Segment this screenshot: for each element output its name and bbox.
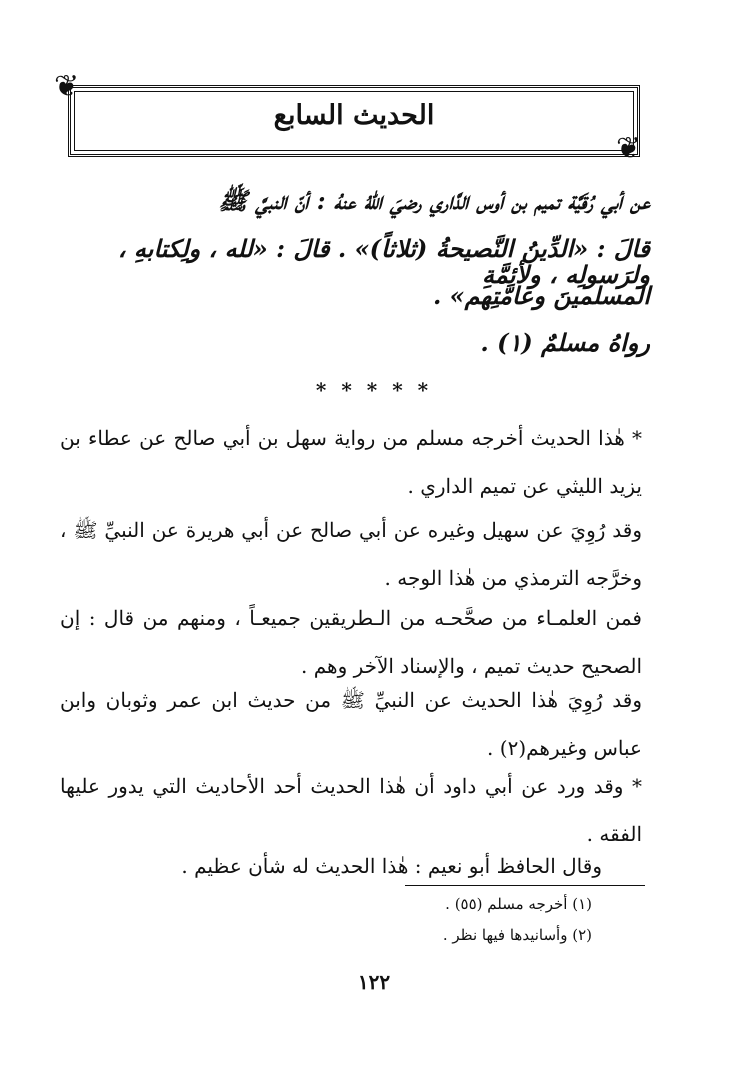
footnote-divider: [405, 885, 645, 886]
footnote-2: (٢) وأسانيدها فيها نظر .: [442, 926, 592, 944]
hadith-line-2: قالَ : «الدِّينُ النَّصيحةُ (ثلاثاً)» . قالَ : «لله ، ولِكتابهِ ، ولرَسولِه ، ولأئمَّةِ: [117, 234, 650, 289]
floral-ornament-icon: ❦: [616, 131, 642, 166]
hadith-line-3: المسلمينَ وعامَّتِهم» .: [432, 281, 650, 310]
paragraph-3: فمن العلمـاء من صحَّحـه من الـطريقين جميعـاً ، ومنهم من قال : إن الصحيح حديث تميم ، والإسناد الآخر وهم .: [60, 606, 642, 678]
paragraph-5: * وقد ورد عن أبي داود أن هٰذا الحديث أحد الأحاديث التي يدور عليها الفقه .: [60, 774, 642, 846]
hadith-narration: رواهُ مسلمٌ (١) .: [480, 328, 650, 357]
floral-ornament-icon: ❦: [54, 69, 80, 104]
page-title: الحديث السابع: [273, 100, 435, 131]
paragraph-2: وقد رُوِيَ عن سهيل وغيره عن أبي صالح عن أبي هريرة عن النبيِّ ﷺ ، وخرَّجه الترمذي من هٰذا الوجه .: [60, 518, 642, 590]
paragraph-4: وقد رُوِيَ هٰذا الحديث عن النبيِّ ﷺ من حديث ابن عمر وثوبان وابن عباس وغيرهم(٢) .: [60, 688, 642, 760]
paragraph-1: * هٰذا الحديث أخرجه مسلم من رواية سهل بن أبي صالح عن عطاء بن يزيد الليثي عن تميم الداري .: [60, 426, 642, 498]
section-separator: * * * * *: [315, 378, 433, 402]
footnote-1: (١) أخرجه مسلم (٥٥) .: [445, 895, 592, 913]
page-number: ١٢٢: [357, 970, 391, 994]
paragraph-6: وقال الحافظ أبو نعيم : هٰذا الحديث له شأن عظيم .: [181, 854, 602, 878]
hadith-line-1: عن أبي رُقَيَّة تميم بن أوس الدَّاري رضيَ اللهُ عنهُ : أنّ النبيَّ ﷺ: [218, 186, 650, 215]
